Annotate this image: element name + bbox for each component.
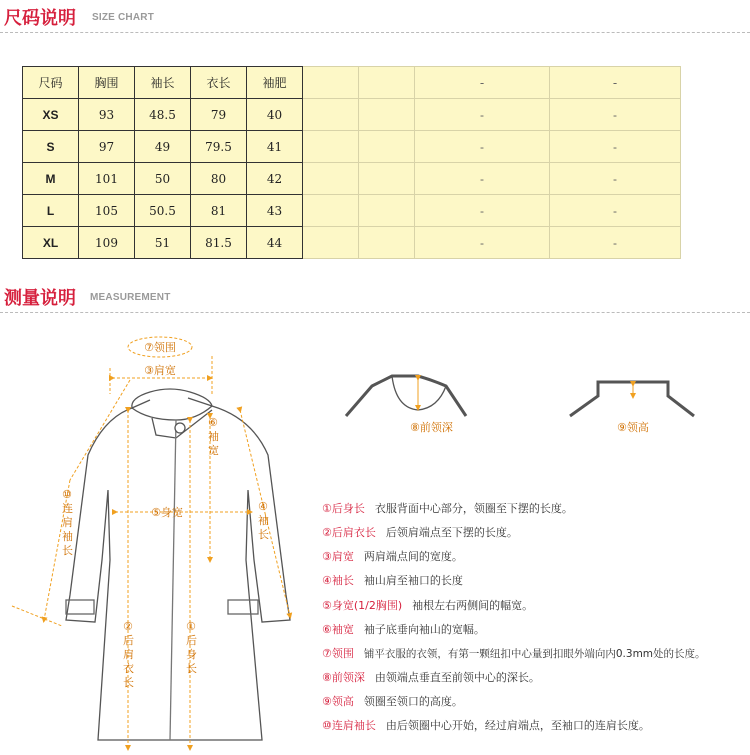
chest-cell: 97 bbox=[79, 131, 135, 163]
legend-desc: 由领端点垂直至前领中心的深长。 bbox=[374, 671, 540, 684]
measurement-header bbox=[0, 284, 750, 314]
legend-item bbox=[322, 524, 518, 540]
legend-desc: 袖山肩至袖口的长度 bbox=[363, 574, 463, 587]
label-body-width: ⑤身宽 bbox=[151, 506, 183, 519]
label-back-length: 后 bbox=[186, 634, 197, 647]
chest-cell: 105 bbox=[79, 195, 135, 227]
legend-desc: 袖子底垂向袖山的宽幅。 bbox=[363, 623, 485, 636]
length-cell: 79 bbox=[191, 99, 247, 131]
header-cell bbox=[359, 67, 415, 99]
legend-item bbox=[322, 717, 650, 733]
legend-desc: 领圈至领口的高度。 bbox=[363, 695, 463, 708]
legend-term: ③肩宽 bbox=[322, 550, 354, 563]
sleeve-cell: 51 bbox=[135, 227, 191, 259]
length-cell: 80 bbox=[191, 163, 247, 195]
legend-desc: 衣服背面中心部分，领圈至下摆的长度。 bbox=[374, 502, 573, 515]
empty-cell bbox=[359, 131, 415, 163]
dash-cell: - bbox=[415, 227, 550, 259]
legend-term: ①后身长 bbox=[322, 502, 365, 515]
table-row bbox=[23, 163, 681, 195]
header-cell: 袖肥 bbox=[247, 67, 303, 99]
label-raglan: 肩 bbox=[62, 516, 73, 529]
label-neck-depth: ⑧前领深 bbox=[410, 421, 453, 434]
size-chart-header bbox=[0, 4, 750, 34]
label-back-length: 身 bbox=[186, 648, 197, 661]
measurement-title: 测量说明 bbox=[4, 288, 76, 309]
legend-item bbox=[322, 693, 463, 709]
table-row bbox=[23, 195, 681, 227]
chest-cell: 101 bbox=[79, 163, 135, 195]
label-collar-height: ⑨领高 bbox=[617, 421, 649, 434]
header-cell bbox=[303, 67, 359, 99]
label-collar: ⑦领围 bbox=[144, 341, 176, 354]
legend-term: ⑥袖宽 bbox=[322, 623, 354, 636]
label-raglan: 长 bbox=[62, 544, 73, 557]
table-row bbox=[23, 131, 681, 163]
legend-term: ⑦领围 bbox=[322, 647, 354, 660]
chest-cell: 109 bbox=[79, 227, 135, 259]
table-header-row bbox=[23, 67, 681, 99]
neck-depth-illustration bbox=[346, 376, 466, 416]
length-cell: 81.5 bbox=[191, 227, 247, 259]
label-raglan: 袖 bbox=[62, 530, 73, 543]
legend-term: ②后肩衣长 bbox=[322, 526, 376, 539]
header-cell: 袖长 bbox=[135, 67, 191, 99]
legend-desc: 由后领圈中心开始，经过肩端点，至袖口的连肩长度。 bbox=[385, 719, 650, 732]
label-sleeve-width: 袖 bbox=[208, 430, 219, 443]
sleeve-width-cell: 44 bbox=[247, 227, 303, 259]
measure-lines bbox=[12, 337, 290, 748]
divider bbox=[0, 32, 750, 33]
legend-item bbox=[322, 669, 540, 685]
header-cell: 衣长 bbox=[191, 67, 247, 99]
empty-cell bbox=[303, 99, 359, 131]
legend-desc: 后领肩端点至下摆的长度。 bbox=[385, 526, 518, 539]
sleeve-cell: 48.5 bbox=[135, 99, 191, 131]
dash-cell: - bbox=[550, 227, 681, 259]
sleeve-width-cell: 40 bbox=[247, 99, 303, 131]
header-cell: 尺码 bbox=[23, 67, 79, 99]
legend-term: ⑩连肩袖长 bbox=[322, 719, 376, 732]
legend-item bbox=[322, 645, 706, 661]
legend-item bbox=[322, 572, 463, 588]
dash-cell: - bbox=[415, 131, 550, 163]
dash-cell: - bbox=[550, 163, 681, 195]
empty-cell bbox=[359, 163, 415, 195]
header-cell: - bbox=[550, 67, 681, 99]
label-sleeve-length: ④ bbox=[258, 500, 268, 513]
sleeve-width-cell: 43 bbox=[247, 195, 303, 227]
legend-desc: 铺平衣服的衣领，有第一颗纽扣中心量到扣眼外端向内0.3mm处的长度。 bbox=[363, 648, 706, 660]
size-chart-subtitle: SIZE CHART bbox=[92, 12, 154, 23]
legend-desc: 两肩端点间的宽度。 bbox=[363, 550, 463, 563]
label-sleeve-length: 长 bbox=[258, 528, 269, 541]
chest-cell: 93 bbox=[79, 99, 135, 131]
legend-item bbox=[322, 621, 485, 637]
label-back-shoulder-length: 衣 bbox=[123, 662, 134, 675]
collar-height-illustration bbox=[570, 382, 694, 416]
size-chart-title: 尺码说明 bbox=[4, 8, 76, 29]
length-cell: 81 bbox=[191, 195, 247, 227]
sleeve-width-cell: 42 bbox=[247, 163, 303, 195]
label-back-shoulder-length: 长 bbox=[123, 676, 134, 689]
sleeve-width-cell: 41 bbox=[247, 131, 303, 163]
dash-cell: - bbox=[415, 163, 550, 195]
size-table bbox=[22, 66, 681, 259]
size-cell: M bbox=[23, 163, 79, 195]
sleeve-cell: 50.5 bbox=[135, 195, 191, 227]
label-sleeve-width: ⑥ bbox=[208, 416, 218, 429]
table-row bbox=[23, 99, 681, 131]
label-back-length: 长 bbox=[186, 662, 197, 675]
dash-cell: - bbox=[415, 195, 550, 227]
label-back-shoulder-length: 肩 bbox=[123, 648, 134, 661]
length-cell: 79.5 bbox=[191, 131, 247, 163]
empty-cell bbox=[359, 227, 415, 259]
label-shoulder: ③肩宽 bbox=[144, 364, 176, 377]
table-row bbox=[23, 227, 681, 259]
label-sleeve-width: 宽 bbox=[208, 444, 219, 457]
measurement-subtitle: MEASUREMENT bbox=[90, 292, 171, 303]
size-cell: XL bbox=[23, 227, 79, 259]
dash-cell: - bbox=[415, 99, 550, 131]
dash-cell: - bbox=[550, 99, 681, 131]
empty-cell bbox=[303, 163, 359, 195]
empty-cell bbox=[303, 131, 359, 163]
label-back-shoulder-length: 后 bbox=[123, 634, 134, 647]
empty-cell bbox=[303, 227, 359, 259]
legend-item bbox=[322, 500, 573, 516]
legend-term: ⑧前领深 bbox=[322, 671, 365, 684]
size-cell: XS bbox=[23, 99, 79, 131]
legend-term: ④袖长 bbox=[322, 574, 354, 587]
dash-cell: - bbox=[550, 131, 681, 163]
empty-cell bbox=[359, 195, 415, 227]
label-raglan: ⑩ bbox=[62, 488, 72, 501]
empty-cell bbox=[359, 99, 415, 131]
dash-cell: - bbox=[550, 195, 681, 227]
label-raglan: 连 bbox=[62, 502, 73, 515]
header-cell: 胸围 bbox=[79, 67, 135, 99]
legend-desc: 袖根左右两侧间的幅宽。 bbox=[412, 599, 534, 612]
divider bbox=[0, 312, 750, 313]
label-back-shoulder-length: ② bbox=[123, 620, 133, 633]
empty-cell bbox=[303, 195, 359, 227]
legend-term: ⑨领高 bbox=[322, 695, 354, 708]
legend-term: ⑤身宽(1/2胸围) bbox=[322, 599, 403, 612]
size-cell: S bbox=[23, 131, 79, 163]
legend-item bbox=[322, 548, 463, 564]
label-sleeve-length: 袖 bbox=[258, 514, 269, 527]
header-cell: - bbox=[415, 67, 550, 99]
coat-illustration bbox=[66, 389, 290, 740]
sleeve-cell: 50 bbox=[135, 163, 191, 195]
size-cell: L bbox=[23, 195, 79, 227]
label-back-length: ① bbox=[186, 620, 196, 633]
sleeve-cell: 49 bbox=[135, 131, 191, 163]
legend-item bbox=[322, 597, 533, 613]
